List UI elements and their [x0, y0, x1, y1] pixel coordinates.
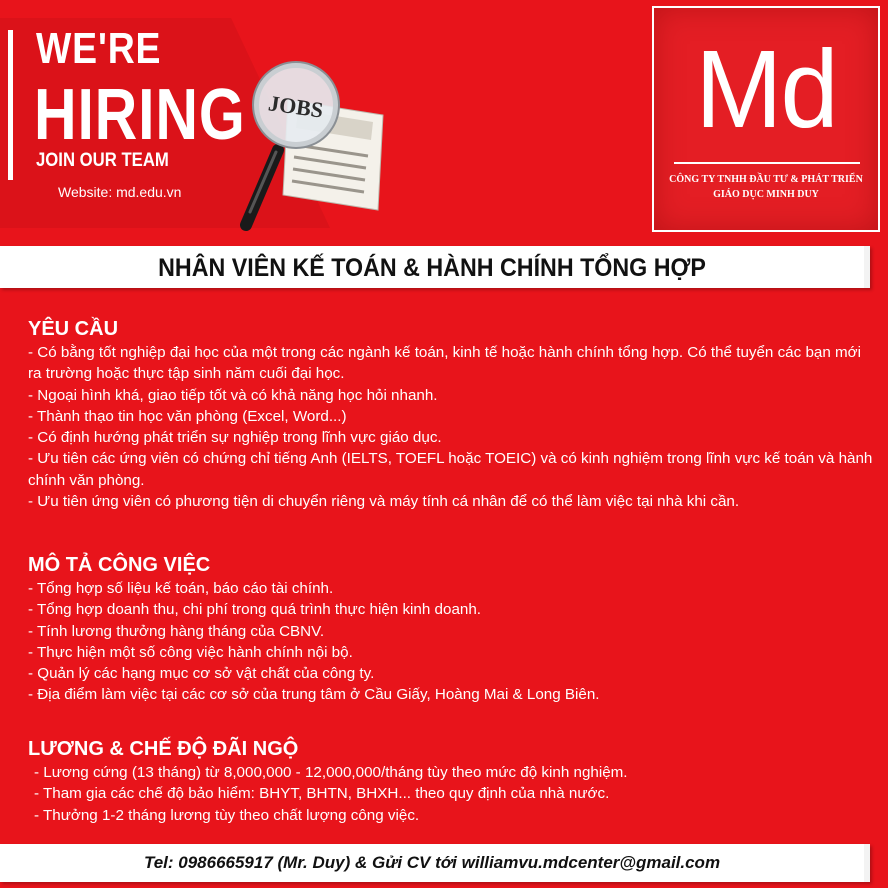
list-item: - Ngoại hình khá, giao tiếp tốt và có khả năng học hỏi nhanh. [28, 386, 438, 404]
job-title-bar [0, 246, 870, 288]
list-item: - Ưu tiên các ứng viên có chứng chỉ tiếng Anh (IELTS, TOEFL hoặc TOEIC) và có kinh nghiệm trong lĩnh vực kế toán và hành chính văn phòng. [28, 450, 873, 489]
hiring-headline-line2: HIRING [34, 75, 246, 155]
job-description-title: MÔ TẢ CÔNG VIỆC [28, 554, 211, 576]
hiring-banner [0, 0, 640, 240]
list-item: - Ưu tiên ứng viên có phương tiện di chuyển riêng và máy tính cá nhân để có thể làm việc tại nhà khi cần. [28, 493, 740, 511]
logo-company-line2: GIÁO DỤC MINH DUY [713, 189, 819, 200]
salary-section [28, 736, 878, 826]
list-item: - Địa điểm làm việc tại các cơ sở của trung tâm ở Cầu Giấy, Hoàng Mai & Long Biên. [28, 686, 600, 704]
salary-list [28, 762, 878, 826]
logo-divider [674, 162, 860, 164]
salary-title: LƯƠNG & CHẾ ĐỘ ĐÃI NGỘ [28, 738, 299, 760]
contact-text: Tel: 0986665917 (Mr. Duy) & Gửi CV tới williamvu.mdcenter@gmail.com [143, 853, 721, 872]
list-item: - Tổng hợp số liệu kế toán, báo cáo tài chính. [28, 580, 334, 597]
list-item: - Có định hướng phát triển sự nghiệp trong lĩnh vực giáo dục. [28, 429, 442, 447]
join-team-text: JOIN OUR TEAM [36, 150, 169, 171]
requirements-section [28, 316, 878, 512]
job-description-section [28, 552, 878, 706]
hiring-headline-line1: WE'RE [36, 24, 162, 73]
requirements-title: YÊU CẦU [28, 318, 119, 340]
jobs-label: JOBS [266, 90, 325, 123]
list-item: - Quản lý các hạng mục cơ sở vật chất của công ty. [28, 665, 375, 683]
list-item: - Tổng hợp doanh thu, chi phí trong quá trình thực hiện kinh doanh. [28, 601, 481, 619]
job-description-list [28, 578, 878, 706]
list-item: - Có bằng tốt nghiệp đại học của một trong các ngành kế toán, kinh tế hoặc hành chính tổng hợp. Có thể tuyển các bạn mới ra trường hoặc thực tập sinh năm cuối đại học. [28, 344, 861, 383]
list-item: - Lương cứng (13 tháng) từ 8,000,000 - 12,000,000/tháng tùy theo mức độ kinh nghiệm. [34, 764, 628, 781]
logo-company-line1: CÔNG TY TNHH ĐẦU TƯ & PHÁT TRIỂN [669, 174, 863, 185]
job-title: NHÂN VIÊN KẾ TOÁN & HÀNH CHÍNH TỔNG HỢP [158, 254, 706, 282]
website-text: Website: md.edu.vn [58, 184, 182, 200]
magnifier-newspaper-icon [228, 60, 398, 235]
contact-bar [0, 844, 870, 882]
list-item: - Thực hiện một số công việc hành chính nội bộ. [28, 643, 353, 661]
company-logo [652, 6, 880, 232]
logo-mark: Md [695, 28, 837, 151]
list-item: - Tính lương thưởng hàng tháng của CBNV. [28, 622, 325, 640]
logo-company-name [654, 172, 878, 202]
banner-accent-bar [8, 30, 13, 180]
list-item: - Tham gia các chế độ bảo hiểm: BHYT, BHTN, BHXH... theo quy định của nhà nước. [34, 785, 610, 803]
list-item: - Thưởng 1-2 tháng lương tùy theo chất lượng công việc. [34, 806, 420, 824]
list-item: - Thành thạo tin học văn phòng (Excel, Word...) [28, 407, 347, 425]
requirements-list [28, 342, 878, 512]
